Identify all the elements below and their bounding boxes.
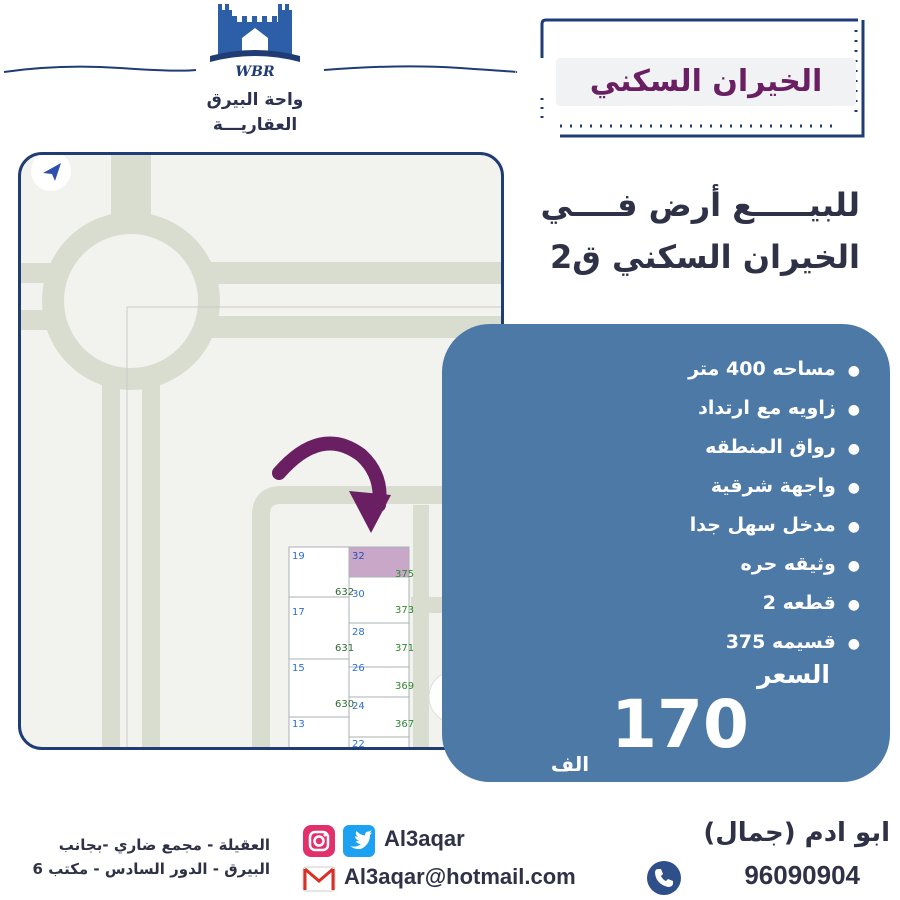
- spec-item: ●وثيقه حره: [560, 547, 860, 586]
- header-wave-right: [320, 60, 520, 80]
- bullet-icon: ●: [847, 363, 860, 379]
- mail-icon: [302, 866, 336, 892]
- bullet-icon: ●: [847, 519, 860, 535]
- spec-item: ●مدخل سهل جدا: [560, 508, 860, 547]
- contact-name: ابو ادم (جمال): [703, 818, 890, 848]
- address-line2: البيرق - الدور السادس - مكتب 6: [32, 860, 270, 878]
- email-link[interactable]: Al3aqar@hotmail.com: [344, 864, 576, 889]
- twitter-icon[interactable]: [342, 824, 376, 858]
- phone-number[interactable]: 96090904: [744, 860, 860, 890]
- spec-item: ●قسيمه 375: [560, 625, 860, 664]
- headline-line2: الخيران السكني ق2: [549, 238, 860, 276]
- plot-label: 13: [292, 719, 305, 730]
- page-title: الخيران السكني: [589, 64, 823, 99]
- social-handle[interactable]: Al3aqar: [384, 826, 465, 851]
- logo-mark: WBR: [235, 64, 275, 80]
- company-name-line2: العقاريـــة: [212, 115, 298, 135]
- header-wave-left: [0, 60, 200, 80]
- bullet-icon: ●: [847, 597, 860, 613]
- pointer-arrow-head: [349, 491, 391, 533]
- spec-item: ●واجهة شرقية: [560, 469, 860, 508]
- bullet-icon: ●: [847, 480, 860, 496]
- company-name-line1: واحة البيرق: [206, 90, 304, 110]
- plot-label: 375: [395, 569, 415, 580]
- price-value: 170: [611, 686, 749, 763]
- bullet-icon: ●: [847, 402, 860, 418]
- plot-label: 17: [292, 607, 305, 618]
- plot-label: 26: [352, 663, 365, 674]
- plot-label: 631: [335, 643, 355, 654]
- plot-map[interactable]: [18, 152, 504, 750]
- spec-item: ●قطعه 2: [560, 586, 860, 625]
- bullet-icon: ●: [847, 441, 860, 457]
- address-line1: العقيلة - مجمع ضاري -بجانب: [58, 836, 270, 854]
- spec-item: ●زاويه مع ارتداد: [560, 391, 860, 430]
- plot-label: 367: [395, 719, 415, 730]
- plot-label: 32: [352, 551, 365, 562]
- plot-label: 371: [395, 643, 415, 654]
- price-unit: الف: [550, 752, 590, 776]
- plot-label: 19: [292, 551, 305, 562]
- plot-label: 15: [292, 663, 305, 674]
- instagram-icon[interactable]: [302, 824, 336, 858]
- company-name: [180, 88, 330, 138]
- headline-line1: للبيـــــع أرض فــــي: [540, 186, 860, 224]
- castle-logo-icon: [200, 0, 310, 90]
- plot-label: 632: [335, 587, 355, 598]
- spec-item: ●مساحه 400 متر: [560, 352, 860, 391]
- plot-label: 24: [352, 701, 365, 712]
- roads: [21, 155, 501, 747]
- map-canvas: [21, 155, 501, 747]
- phone-icon: [646, 860, 682, 896]
- plot-label: 630: [335, 699, 355, 710]
- plot-label: 373: [395, 605, 415, 616]
- plot-label: 22: [352, 739, 365, 747]
- price-label: السعر: [756, 660, 830, 689]
- plot-label: 369: [395, 681, 415, 692]
- specs-list: [560, 352, 860, 664]
- bullet-icon: ●: [847, 558, 860, 574]
- plot-label: 30: [352, 589, 365, 600]
- spec-item: ●رواق المنطقه: [560, 430, 860, 469]
- bullet-icon: ●: [847, 636, 860, 652]
- plot-label: 28: [352, 627, 365, 638]
